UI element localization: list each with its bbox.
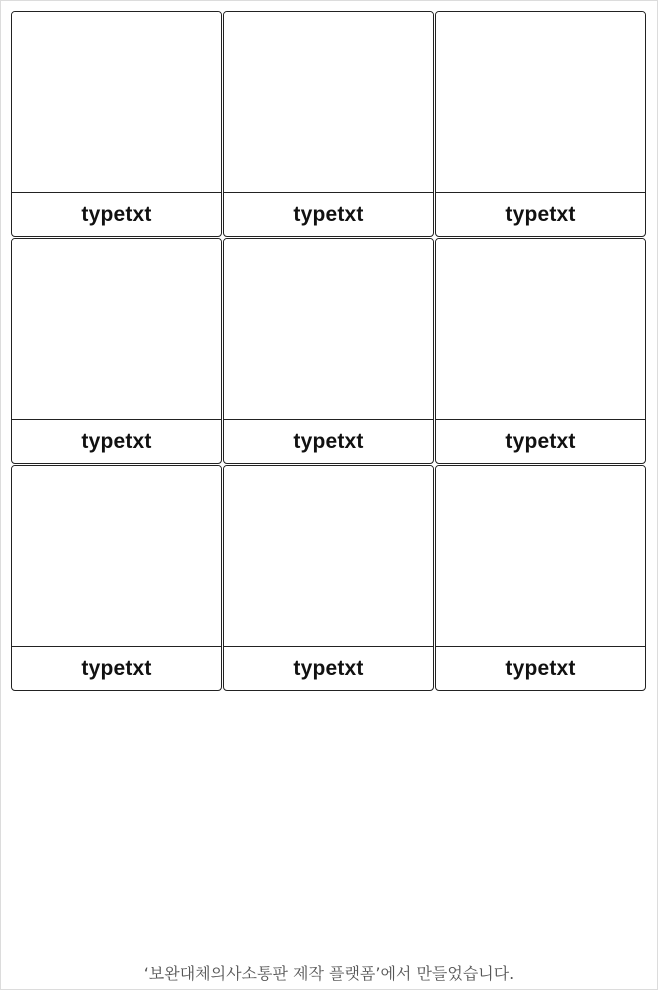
- symbol-label: typetxt: [505, 656, 576, 680]
- symbol-card-2[interactable]: [223, 11, 434, 237]
- symbol-label: typetxt: [293, 656, 364, 680]
- symbol-image: [224, 239, 433, 420]
- symbol-image: [12, 12, 221, 193]
- symbol-image: [224, 12, 433, 193]
- symbol-image: [12, 239, 221, 420]
- symbol-card-3[interactable]: [435, 11, 646, 237]
- footer-credit: ‘보완대체의사소통판 제작 플랫폼’에서 만들었습니다.: [143, 964, 515, 983]
- symbol-label: typetxt: [81, 656, 152, 680]
- symbol-card-5[interactable]: [223, 238, 434, 464]
- symbol-card-4[interactable]: [11, 238, 222, 464]
- communication-board-grid: [11, 11, 647, 691]
- symbol-card-8[interactable]: [223, 465, 434, 691]
- symbol-image: [436, 12, 645, 193]
- symbol-label: typetxt: [81, 202, 152, 226]
- symbol-card-7[interactable]: [11, 465, 222, 691]
- symbol-card-9[interactable]: [435, 465, 646, 691]
- symbol-label: typetxt: [505, 429, 576, 453]
- symbol-label: typetxt: [505, 202, 576, 226]
- symbol-image: [436, 466, 645, 647]
- symbol-label: typetxt: [81, 429, 152, 453]
- symbol-label: typetxt: [293, 429, 364, 453]
- symbol-label: typetxt: [293, 202, 364, 226]
- symbol-image: [224, 466, 433, 647]
- symbol-card-6[interactable]: [435, 238, 646, 464]
- symbol-image: [12, 466, 221, 647]
- symbol-card-1[interactable]: [11, 11, 222, 237]
- symbol-image: [436, 239, 645, 420]
